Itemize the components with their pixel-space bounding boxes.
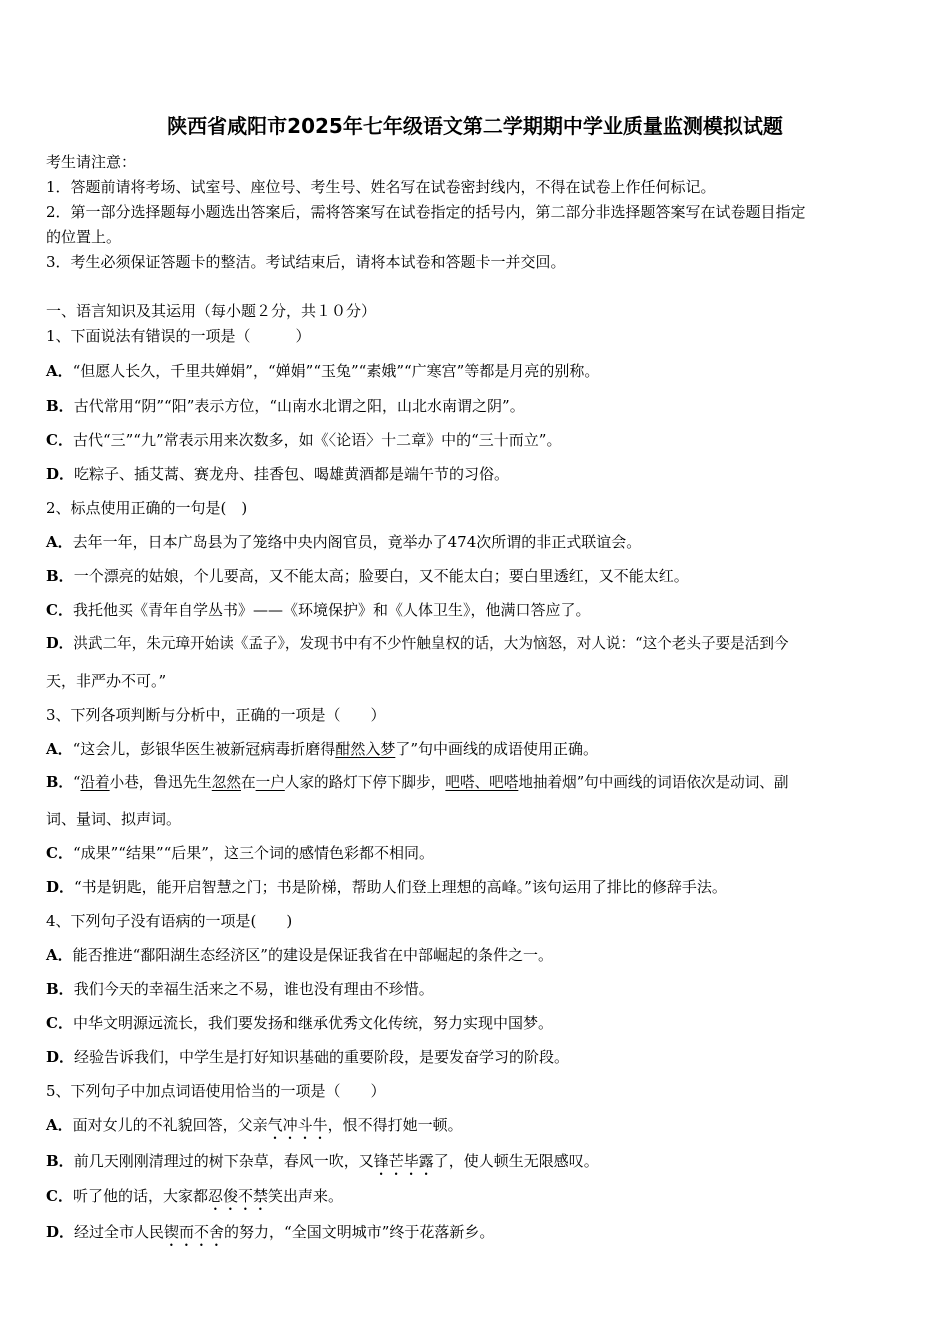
page-title: 陕西省咸阳市2025年七年级语文第二学期期中学业质量监测模拟试题 xyxy=(167,114,783,138)
underlined-word: 吧嗒、吧嗒 xyxy=(445,774,519,791)
option-text: 的努力，“全国文明城市”终于花落新乡。 xyxy=(224,1223,495,1241)
option-text: 笑出声来。 xyxy=(267,1187,343,1205)
notice-item-1: 1．答题前请将考场、试室号、座位号、考生号、姓名写在试卷密封线内，不得在试卷上作任何标记。 xyxy=(46,178,716,196)
option-label: A． xyxy=(46,946,73,964)
option-text: 在 xyxy=(240,774,256,791)
option-text: 去年一年，日本广岛县为了笼络中央内阁官员，竟举办了474次所谓的非正式联谊会。 xyxy=(72,533,642,551)
option-text: 中华文明源远流长，我们要发扬和继承优秀文化传统，努力实现中国梦。 xyxy=(72,1014,553,1032)
option-text: 经验告诉我们，中学生是打好知识基础的重要阶段，是要发奋学习的阶段。 xyxy=(74,1048,570,1066)
q2-option-c xyxy=(46,599,912,621)
option-label: C． xyxy=(46,1187,73,1205)
option-text: 一个漂亮的姑娘，个儿要高，又不能太高；脸要白，又不能太白；要白里透红，又不能太红。 xyxy=(73,567,689,585)
q1-option-b xyxy=(46,395,912,417)
q3-option-b-continued: 词、量词、拟声词。 xyxy=(46,810,182,828)
q1-option-a xyxy=(46,360,912,382)
option-label: B． xyxy=(46,1152,74,1170)
q5-option-d xyxy=(46,1221,912,1250)
option-text: ，恨不得打她一顿。 xyxy=(327,1116,463,1134)
q2-option-a xyxy=(46,531,912,553)
q5-option-b xyxy=(46,1150,912,1179)
option-text: 地抽着烟”句中画线的词语依次是动词、副 xyxy=(518,774,789,791)
question-3-stem: 3、下列各项判断与分析中，正确的一项是（ ） xyxy=(46,706,386,724)
option-label: B． xyxy=(46,980,74,998)
q3-option-d xyxy=(46,876,912,898)
option-label: C． xyxy=(46,601,73,619)
q3-option-c xyxy=(46,842,912,864)
q2-option-d-continued: 天，非严办不可。” xyxy=(46,672,167,690)
q4-option-c xyxy=(46,1012,912,1034)
option-text: 我们今天的幸福生活来之不易，谁也没有理由不珍惜。 xyxy=(73,980,434,998)
option-text: 古代“三”“九”常表示用来次数多，如《〈论语〉十二章》中的“三十而立”。 xyxy=(72,431,562,449)
question-4-stem: 4、下列句子没有语病的一项是( ) xyxy=(46,912,293,930)
option-text: 能否推进“鄱阳湖生态经济区”的建设是保证我省在中部崛起的条件之一。 xyxy=(72,946,553,964)
q4-option-d xyxy=(46,1046,912,1068)
dotted-phrase: 锲而不舍 xyxy=(164,1223,225,1241)
q3-option-a xyxy=(46,738,912,760)
option-text: “成果”“结果”“后果”，这三个词的感情色彩都不相同。 xyxy=(72,844,434,862)
q2-option-b xyxy=(46,565,912,587)
q3-option-b xyxy=(46,772,912,794)
option-label: D． xyxy=(46,1223,75,1241)
option-label: D． xyxy=(46,465,75,483)
option-label: C． xyxy=(46,844,73,862)
option-text: 经过全市人民 xyxy=(74,1223,165,1241)
option-label: D． xyxy=(46,1048,75,1066)
option-label: D． xyxy=(46,878,75,896)
question-5-stem: 5、下列句子中加点词语使用恰当的一项是（ ） xyxy=(46,1082,386,1100)
q4-option-b xyxy=(46,978,912,1000)
section-heading: 一、语言知识及其运用（每小题２分，共１０分） xyxy=(46,302,377,320)
option-label: D． xyxy=(46,635,74,652)
option-text: 洪武二年，朱元璋开始读《孟子》，发现书中有不少忤触皇权的话，大为恼怒，对人说：“这个老头子要是活到今 xyxy=(73,635,789,652)
notice-heading: 考生请注意： xyxy=(46,153,137,171)
notice-item-3: 3．考生必须保证答题卡的整洁。考试结束后，请将本试卷和答题卡一并交回。 xyxy=(46,253,566,271)
option-label: A． xyxy=(46,1116,73,1134)
option-label: A． xyxy=(46,533,73,551)
q2-option-d xyxy=(46,633,912,655)
option-text: “ xyxy=(72,774,81,791)
option-text: 吃粽子、插艾蒿、赛龙舟、挂香包、喝雄黄酒都是端午节的习俗。 xyxy=(74,465,510,483)
underlined-phrase: 酣然入梦 xyxy=(335,740,396,758)
option-label: A． xyxy=(46,740,73,758)
question-2-stem: 2、标点使用正确的一句是( ) xyxy=(46,499,248,517)
option-text: 小巷，鲁迅先生 xyxy=(109,774,212,791)
notice-item-2-continued: 的位置上。 xyxy=(46,228,122,246)
q4-option-a xyxy=(46,944,912,966)
dotted-phrase: 锋芒毕露 xyxy=(373,1152,434,1170)
dotted-phrase: 忍俊不禁 xyxy=(207,1187,268,1205)
option-text: “但愿人长久，千里共婵娟”，“婵娟”“玉兔”“素娥”“广寒宫”等都是月亮的别称。 xyxy=(72,362,600,380)
option-label: B． xyxy=(46,774,73,791)
option-text: 了”句中画线的成语使用正确。 xyxy=(395,740,598,758)
option-label: A． xyxy=(46,362,73,380)
underlined-word: 忽然 xyxy=(211,774,241,791)
notice-item-2: 2．第一部分选择题每小题选出答案后，需将答案写在试卷指定的括号内，第二部分非选择题答案写在试卷题目指定 xyxy=(46,203,806,221)
option-label: C． xyxy=(46,1014,73,1032)
option-text: 面对女儿的不礼貌回答，父亲 xyxy=(72,1116,268,1134)
option-text: 人家的路灯下停下脚步， xyxy=(284,774,446,791)
option-text: “书是钥匙，能开启智慧之门；书是阶梯，帮助人们登上理想的高峰。”该句运用了排比的修辞手法。 xyxy=(74,878,727,896)
option-text: 古代常用“阴”“阳”表示方位，“山南水北谓之阳，山北水南谓之阴”。 xyxy=(73,397,525,415)
q1-option-c xyxy=(46,429,912,451)
option-label: B． xyxy=(46,567,74,585)
dotted-phrase: 气冲斗牛 xyxy=(267,1116,328,1134)
option-label: C． xyxy=(46,431,73,449)
option-text: “这会儿，彭银华医生被新冠病毒折磨得 xyxy=(72,740,336,758)
underlined-word: 一户 xyxy=(255,774,285,791)
option-text: 我托他买《青年自学丛书》——《环境保护》和《人体卫生》，他满口答应了。 xyxy=(72,601,591,619)
option-text: 前几天刚刚清理过的树下杂草，春风一吹，又 xyxy=(73,1152,374,1170)
q5-option-c xyxy=(46,1185,912,1214)
q5-option-a xyxy=(46,1114,912,1143)
option-text: 了，使人顿生无限感叹。 xyxy=(433,1152,599,1170)
q1-option-d xyxy=(46,463,912,485)
underlined-word: 沿着 xyxy=(80,774,110,791)
question-1-stem: 1、下面说法有错误的一项是（ ） xyxy=(46,327,311,345)
option-text: 听了他的话，大家都 xyxy=(72,1187,208,1205)
option-label: B． xyxy=(46,397,74,415)
